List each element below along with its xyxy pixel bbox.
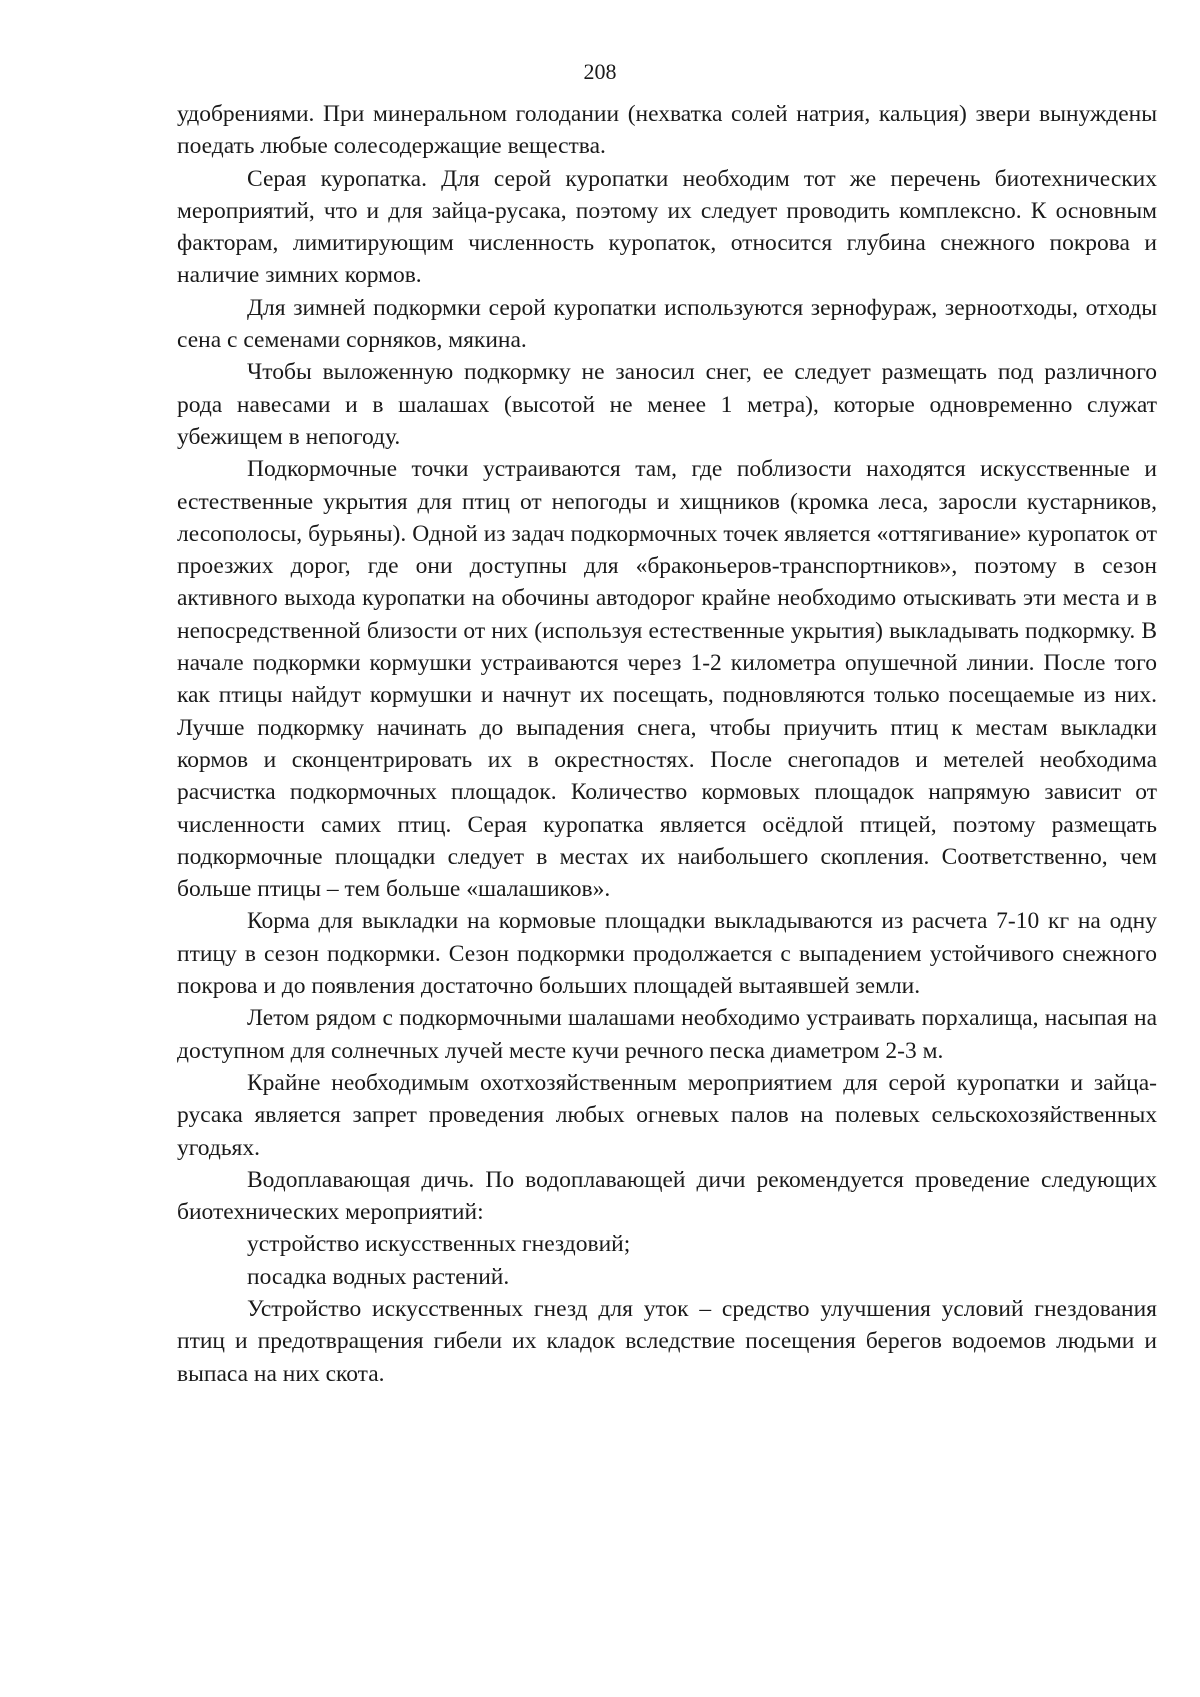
paragraph-4: Чтобы выложенную подкормку не заносил снег, ее следует размещать под различного рода навесами и в шалашах (высотой не менее 1 метра), которые одновременно служат убежищем в непогоду. xyxy=(177,359,1157,450)
paragraph-8: Крайне необходимым охотхозяйственным мероприятием для серой куропатки и зайца-русака является запрет проведения любых огневых палов на полевых сельскохозяйственных угодьях. xyxy=(177,1069,1157,1161)
body-text xyxy=(177,98,1157,1390)
paragraph-10: Устройство искусственных гнезд для уток – средство улучшения условий гнездования птиц и предотвращения гибели их кладок вследствие посещения берегов водоемов людьми и выпаса на них скота. xyxy=(177,1295,1157,1387)
paragraph-2: Серая куропатка. Для серой куропатки необходим тот же перечень биотехнических мероприятий, что и для зайца-русака, поэтому их следует проводить комплексно. К основным факторам, лимитирующим численность куропаток, относится глубина снежного покрова и наличие зимних кормов. xyxy=(177,165,1157,289)
list-item-1: устройство искусственных гнездовий; xyxy=(247,1231,631,1258)
paragraph-3: Для зимней подкормки серой куропатки используются зернофураж, зерноотходы, отходы сена с семенами сорняков, мякина. xyxy=(177,294,1157,354)
page-number: 208 xyxy=(583,59,617,84)
list-item-2: посадка водных растений. xyxy=(247,1263,510,1290)
paragraph-5: Подкормочные точки устраиваются там, где поблизости находятся искусственные и естественные укрытия для птиц от непогоды и хищников (кромка леса, заросли кустарников, лесополосы, бурьяны). Одной из задач подкормочных точек является «оттягивание» куропаток от проезжих дорог, где они доступны для «браконьеров-транспортников», поэтому в сезон активного выхода куропатки на обочины автодорог крайне необходимо отыскивать эти места и в непосредственной близости от них (используя естественные укрытия) выкладывать подкормку. В начале подкормки кормушки устраиваются через 1-2 километра опушечной линии. После того как птицы найдут кормушки и начнут их посещать, подновляются только посещаемые из них. Лучше подкормку начинать до выпадения снега, чтобы приучить птиц к местам выкладки кормов и сконцентрировать их в окрестностях. После снегопадов и метелей необходима расчистка подкормочных площадок. Количество кормовых площадок напрямую зависит от численности самих птиц. Серая куропатка является осёдлой птицей, поэтому размещать подкормочные площадки следует в местах их наибольшего скопления. Соответственно, чем больше птицы – тем больше «шалашиков». xyxy=(177,456,1157,903)
paragraph-7: Летом рядом с подкормочными шалашами необходимо устраивать порхалища, насыпая на доступном для солнечных лучей месте кучи речного песка диаметром 2-3 м. xyxy=(177,1005,1157,1064)
paragraph-1: удобрениями. При минеральном голодании (нехватка солей натрия, кальция) звери вынуждены поедать любые солесодержащие вещества. xyxy=(177,101,1157,160)
paragraph-6: Корма для выкладки на кормовые площадки выкладываются из расчета 7-10 кг на одну птицу в сезон подкормки. Сезон подкормки продолжается с выпадением устойчивого снежного покрова и до появления достаточно больших площадей вытаявшей земли. xyxy=(177,908,1157,1000)
paragraph-9: Водоплавающая дичь. По водоплавающей дичи рекомендуется проведение следующих биотехнических мероприятий: xyxy=(177,1166,1157,1226)
